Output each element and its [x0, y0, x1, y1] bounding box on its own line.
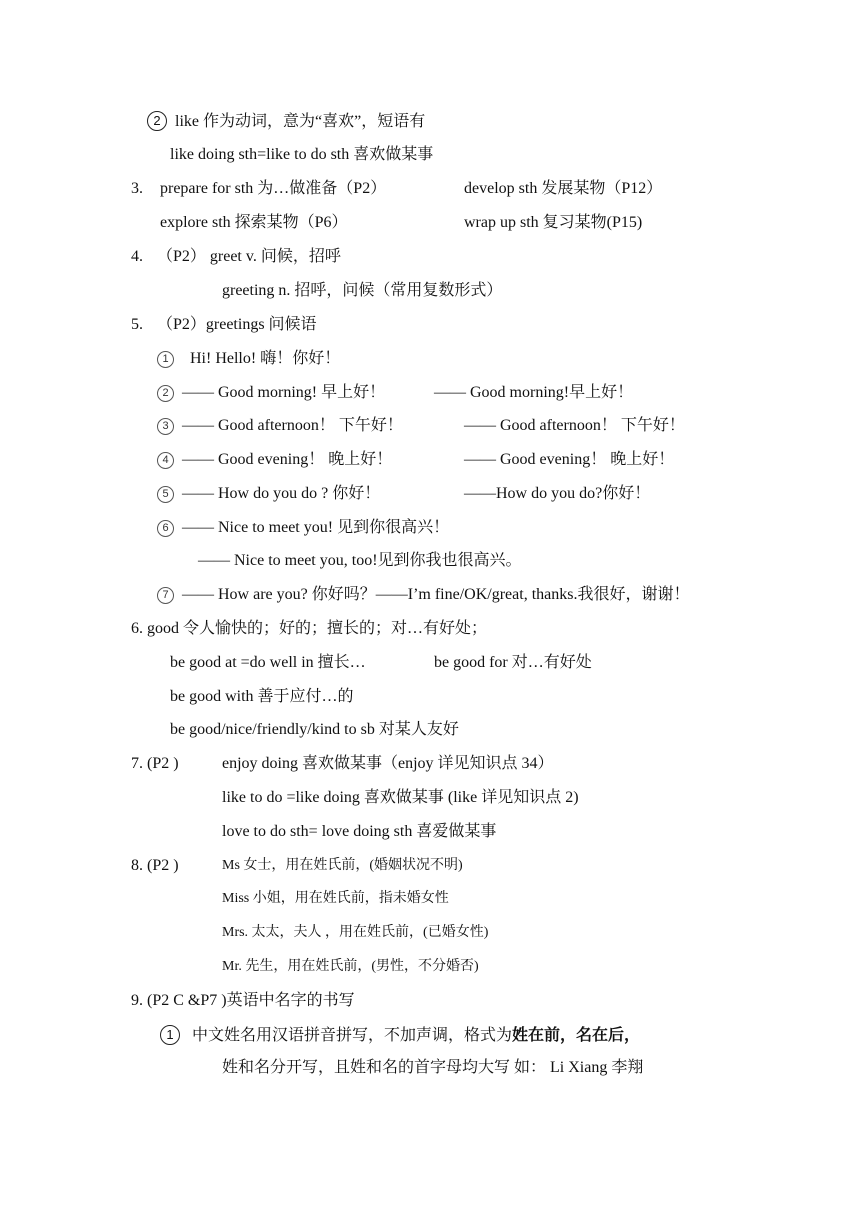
greeting-reply: ——How do you do?你好！	[464, 485, 651, 502]
item-number: 4.	[131, 248, 143, 265]
phrase-line: wrap up sth 复习某物(P15)	[464, 214, 643, 231]
greeting-line: 3 —— Good afternoon！ 下午好！	[157, 416, 403, 436]
section-heading: 9. (P2 C &P7 )英语中名字的书写	[131, 992, 355, 1009]
item-number: 5.	[131, 316, 143, 333]
phrase-line: be good at =do well in 擅长…	[170, 654, 366, 671]
greeting-reply: —— Good afternoon！ 下午好！	[464, 417, 685, 434]
phrase-line: be good with 善于应付…的	[170, 688, 354, 705]
phrase-line: enjoy doing 喜欢做某事（enjoy 详见知识点 34）	[222, 755, 554, 772]
phrase-line: like doing sth=like to do sth 喜欢做某事	[170, 146, 434, 163]
section-heading: 6. good 令人愉快的；好的；擅长的；对…有好处；	[131, 620, 488, 637]
phrase-line: be good/nice/friendly/kind to sb 对某人友好	[170, 721, 459, 738]
greeting-line: 7 —— How are you? 你好吗？——I’m fine/OK/great, thanks.我很好，谢谢！	[157, 585, 689, 605]
phrase-line: be good for 对…有好处	[434, 654, 592, 671]
greeting-reply: —— Nice to meet you, too!见到你我也很高兴。	[198, 552, 522, 569]
greeting-line: 1 Hi! Hello! 嗨！你好！	[157, 349, 340, 369]
item-like-verb: 2 like 作为动词，意为“喜欢”，短语有	[147, 111, 425, 132]
greeting-line: 4 —— Good evening！ 晚上好！	[157, 450, 392, 470]
circled-number: 3	[157, 418, 174, 435]
circled-number: 4	[157, 452, 174, 469]
greeting-line: 5 —— How do you do ? 你好！	[157, 484, 380, 504]
greeting-line: 6 —— Nice to meet you! 见到你很高兴！	[157, 518, 449, 538]
phrase-line: （P2） greet v. 问候，招呼	[157, 248, 341, 265]
phrase-line: like to do =like doing 喜欢做某事 (like 详见知识点 2)	[222, 789, 579, 806]
title-line: Mr. 先生，用在姓氏前，(男性，不分婚否)	[222, 959, 479, 974]
circled-number: 7	[157, 587, 174, 604]
item-number: 8. (P2 )	[131, 857, 179, 874]
circled-number: 2	[147, 111, 167, 131]
title-line: Mrs. 太太，夫人 ，用在姓氏前，(已婚女性)	[222, 925, 489, 940]
circled-number: 1	[160, 1025, 180, 1045]
emphasis-text: 姓在前，名在后，	[512, 1027, 641, 1044]
name-rule-line: 1 中文姓名用汉语拼音拼写，不加声调，格式为姓在前，名在后，	[160, 1025, 640, 1046]
phrase-line: prepare for sth 为…做准备（P2）	[160, 180, 387, 197]
phrase-line: develop sth 发展某物（P12）	[464, 180, 663, 197]
section-heading: （P2）greetings 问候语	[157, 316, 317, 333]
item-number: 7. (P2 )	[131, 755, 179, 772]
circled-number: 5	[157, 486, 174, 503]
item-number: 3.	[131, 180, 143, 197]
phrase-line: love to do sth= love doing sth 喜爱做某事	[222, 823, 497, 840]
phrase-line: greeting n. 招呼，问候（常用复数形式）	[222, 282, 503, 299]
greeting-reply: —— Good evening！ 晚上好！	[464, 451, 675, 468]
phrase-line: explore sth 探索某物（P6）	[160, 214, 348, 231]
name-rule-line: 姓和名分开写，且姓和名的首字母均大写 如： Li Xiang 李翔	[222, 1059, 644, 1076]
circled-number: 1	[157, 351, 174, 368]
circled-number: 2	[157, 385, 174, 402]
greeting-line: 2 —— Good morning! 早上好！	[157, 383, 385, 403]
greeting-reply: —— Good morning!早上好！	[434, 384, 634, 401]
title-line: Miss 小姐，用在姓氏前，指未婚女性	[222, 891, 449, 906]
title-line: Ms 女士，用在姓氏前，(婚姻状况不明)	[222, 858, 463, 873]
circled-number: 6	[157, 520, 174, 537]
